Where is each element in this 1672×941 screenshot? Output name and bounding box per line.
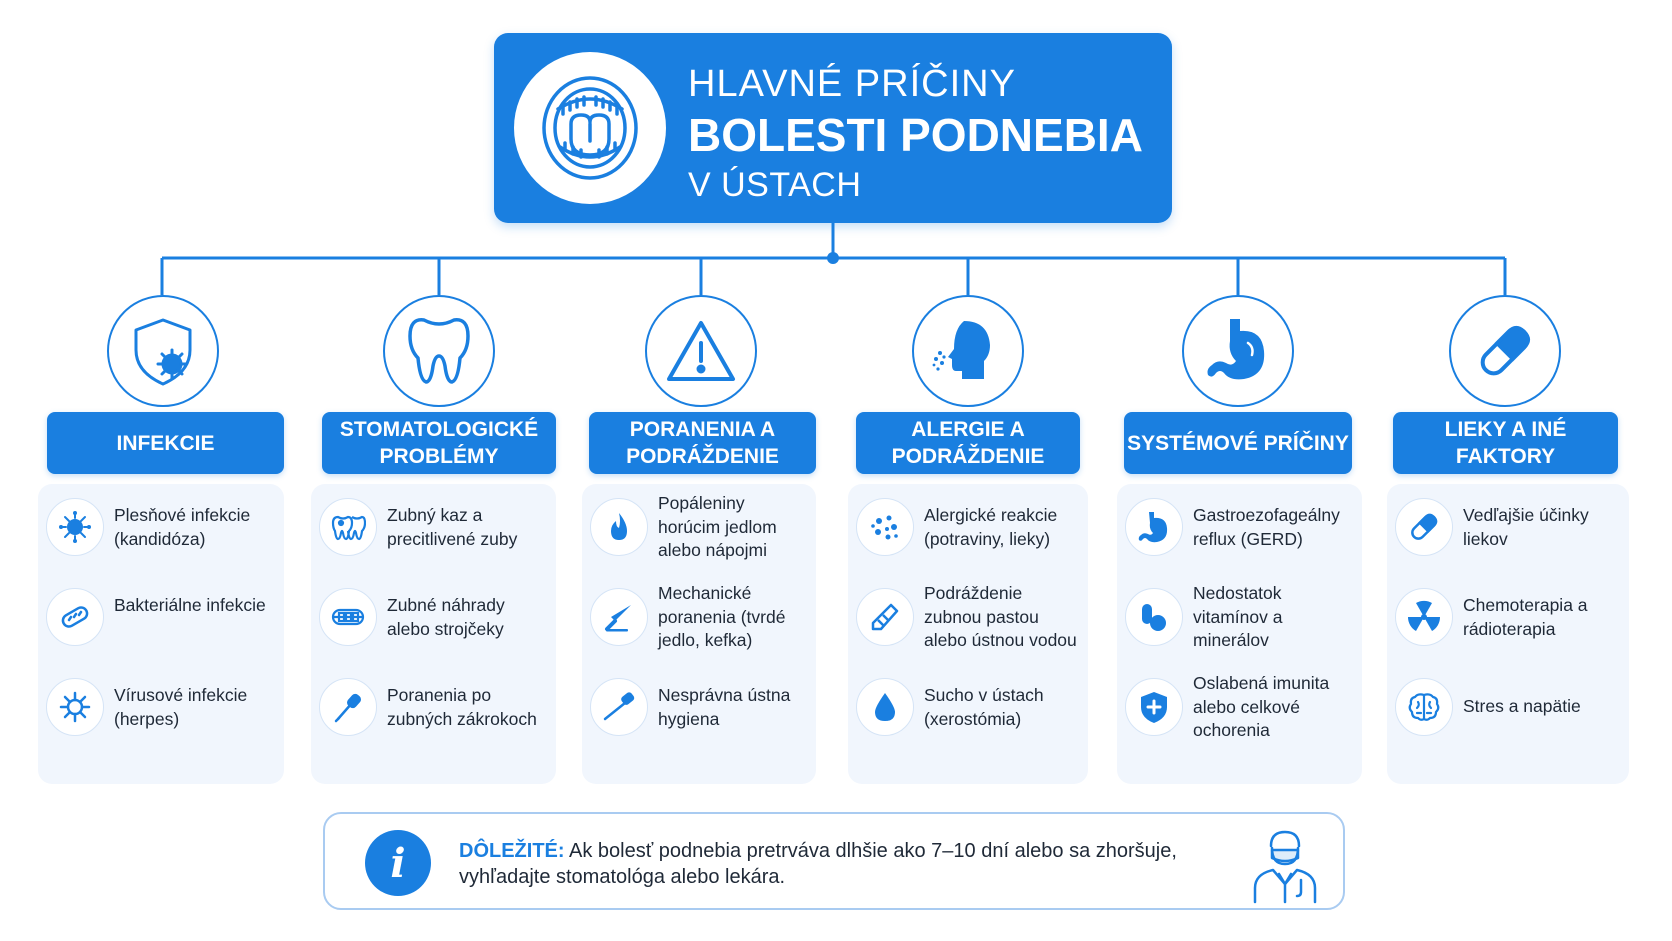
title-line-3: V ÚSTACH bbox=[688, 166, 862, 204]
warning-icon bbox=[645, 295, 757, 407]
shield-virus-icon bbox=[107, 295, 219, 407]
title-line-2: BOLESTI PODNEBIA bbox=[688, 109, 1143, 161]
tooth-icon bbox=[383, 295, 495, 407]
item-text: Bakteriálne infekcie bbox=[114, 595, 266, 615]
item-text: Zubný kaz a precitlivené zuby bbox=[387, 505, 518, 549]
category-list-infections bbox=[38, 484, 284, 784]
item-text: Nesprávna ústna hygiena bbox=[658, 685, 791, 729]
category-header-dental: STOMATOLOGICKÉ PROBLÉMY bbox=[322, 412, 556, 474]
virus-icon bbox=[46, 678, 104, 736]
toothpaste-icon bbox=[856, 588, 914, 646]
item-text: Vedľajšie účinky liekov bbox=[1463, 505, 1589, 549]
item-text: Poranenia po zubných zákrokoch bbox=[387, 685, 537, 729]
item-text: Sucho v ústach (xerostómia) bbox=[924, 685, 1044, 729]
scalpel-icon bbox=[590, 588, 648, 646]
item-text: Gastroezofageálny reflux (GERD) bbox=[1193, 505, 1340, 549]
doctor-icon bbox=[1245, 824, 1325, 904]
capsule-icon bbox=[1449, 295, 1561, 407]
category-header-allergies: ALERGIE A PODRÁŽDENIE bbox=[856, 412, 1080, 474]
title-banner bbox=[494, 33, 1172, 223]
radiation-icon bbox=[1395, 588, 1453, 646]
toothbrush-icon bbox=[590, 678, 648, 736]
info-icon: i bbox=[365, 830, 431, 896]
category-header-infections: INFEKCIE bbox=[47, 412, 284, 474]
braces-icon bbox=[319, 588, 377, 646]
pill-icon bbox=[1395, 498, 1453, 556]
item-text: Alergické reakcie (potraviny, lieky) bbox=[924, 505, 1058, 549]
item-text: Zubné náhrady alebo strojčeky bbox=[387, 595, 505, 639]
item-text: Vírusové infekcie (herpes) bbox=[114, 685, 248, 729]
category-list-dental bbox=[311, 484, 556, 784]
item-text: Mechanické poranenia (tvrdé jedlo, kefka) bbox=[658, 583, 786, 650]
category-list-medications bbox=[1387, 484, 1629, 784]
water-drop-icon bbox=[856, 678, 914, 736]
bacteria-icon bbox=[46, 588, 104, 646]
notice-body: Ak bolesť podnebia pretrváva dlhšie ako 7–10 dní alebo sa zhoršuje, vyhľadajte stomatológa alebo lekára. bbox=[459, 840, 1177, 888]
title-line-1: HLAVNÉ PRÍČINY bbox=[688, 63, 1016, 105]
category-list-injuries bbox=[582, 484, 816, 784]
brain-icon bbox=[1395, 678, 1453, 736]
stomach-icon bbox=[1182, 295, 1294, 407]
category-header-systemic: SYSTÉMOVÉ PRÍČINY bbox=[1124, 412, 1352, 474]
category-list-systemic bbox=[1117, 484, 1362, 784]
category-list-allergies bbox=[848, 484, 1088, 784]
notice-label: DÔLEŽITÉ: bbox=[459, 840, 565, 862]
vitamins-icon bbox=[1125, 588, 1183, 646]
decayed-teeth-icon bbox=[319, 498, 377, 556]
item-text: Plesňové infekcie (kandidóza) bbox=[114, 505, 251, 549]
item-text: Popáleniny horúcim jedlom alebo nápojmi bbox=[658, 493, 777, 560]
flame-icon bbox=[590, 498, 648, 556]
item-text: Oslabená imunita alebo celkové ochorenia bbox=[1193, 673, 1330, 740]
open-mouth-icon bbox=[514, 52, 666, 204]
dental-drill-icon bbox=[319, 678, 377, 736]
item-text: Chemoterapia a rádioterapia bbox=[1463, 595, 1588, 639]
shield-cross-icon bbox=[1125, 678, 1183, 736]
allergen-icon bbox=[856, 498, 914, 556]
sneezing-head-icon bbox=[912, 295, 1024, 407]
item-text: Stres a napätie bbox=[1463, 696, 1581, 716]
category-header-injuries: PORANENIA A PODRÁŽDENIE bbox=[589, 412, 816, 474]
important-notice bbox=[323, 812, 1345, 910]
notice-text bbox=[459, 838, 1239, 890]
fungus-icon bbox=[46, 498, 104, 556]
category-header-medications: LIEKY A INÉ FAKTORY bbox=[1393, 412, 1618, 474]
item-text: Nedostatok vitamínov a minerálov bbox=[1193, 583, 1283, 650]
item-text: Podráždenie zubnou pastou alebo ústnou vodou bbox=[924, 583, 1077, 650]
stomach-small-icon bbox=[1125, 498, 1183, 556]
